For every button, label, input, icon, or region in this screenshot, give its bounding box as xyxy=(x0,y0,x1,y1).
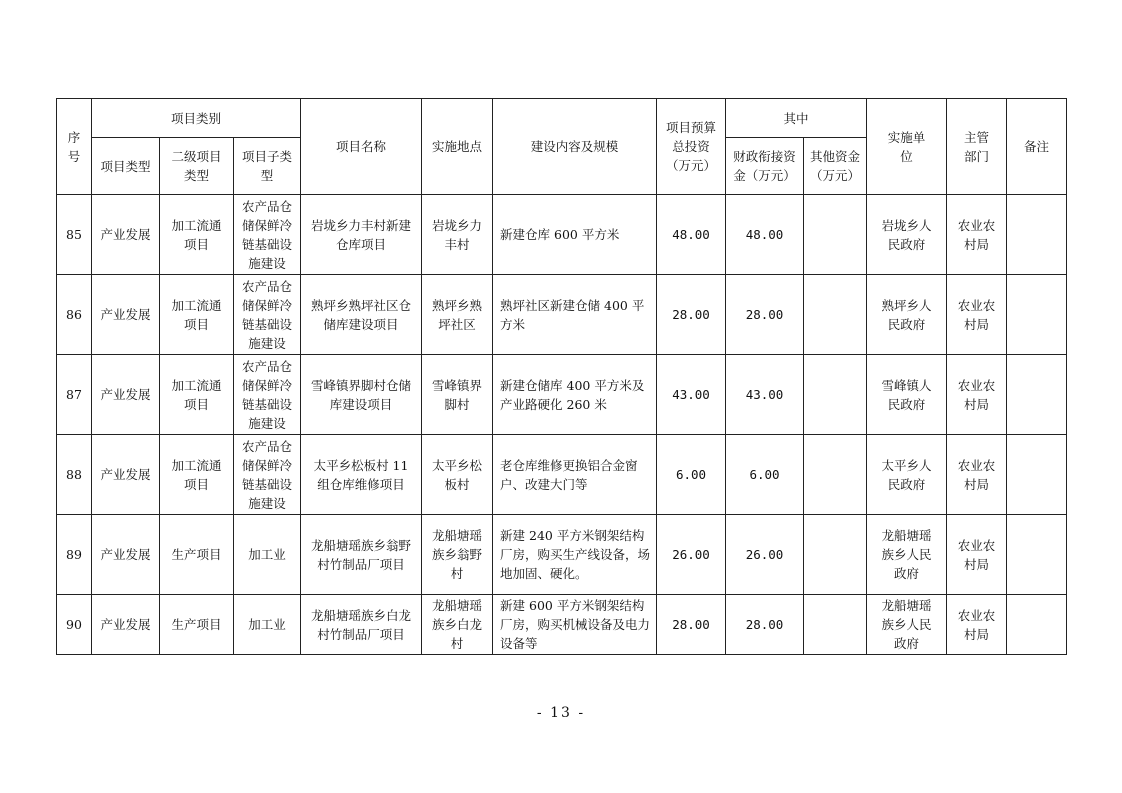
header-location: 实施地点 xyxy=(422,99,493,195)
cell-secondary: 加工流通项目 xyxy=(160,355,234,435)
table-row xyxy=(57,355,1067,435)
cell-budget: 26.00 xyxy=(657,515,726,595)
cell-dept: 农业农村局 xyxy=(947,195,1007,275)
cell-secondary: 加工流通项目 xyxy=(160,195,234,275)
cell-content: 新建仓库 600 平方米 xyxy=(493,195,657,275)
cell-fiscal: 48.00 xyxy=(726,195,804,275)
cell-unit: 熟坪乡人民政府 xyxy=(867,275,947,355)
cell-fiscal: 28.00 xyxy=(726,275,804,355)
cell-location: 龙船塘瑶族乡白龙村 xyxy=(422,595,493,655)
cell-budget: 43.00 xyxy=(657,355,726,435)
table-body xyxy=(57,195,1067,655)
cell-other xyxy=(804,275,867,355)
cell-budget: 28.00 xyxy=(657,595,726,655)
header-budget: 项目预算总投资（万元） xyxy=(657,99,726,195)
cell-budget: 48.00 xyxy=(657,195,726,275)
table-header xyxy=(57,99,1067,195)
cell-secondary: 加工流通项目 xyxy=(160,435,234,515)
header-category-group: 项目类别 xyxy=(92,99,301,138)
cell-unit: 龙船塘瑶族乡人民政府 xyxy=(867,595,947,655)
header-secondary-type: 二级项目类型 xyxy=(160,138,234,195)
cell-sub: 加工业 xyxy=(234,515,301,595)
project-table xyxy=(56,98,1067,655)
cell-name: 龙船塘瑶族乡白龙村竹制品厂项目 xyxy=(301,595,422,655)
cell-other xyxy=(804,515,867,595)
cell-sub: 加工业 xyxy=(234,595,301,655)
header-among: 其中 xyxy=(726,99,867,138)
cell-dept: 农业农村局 xyxy=(947,515,1007,595)
cell-content: 新建仓储库 400 平方米及产业路硬化 260 米 xyxy=(493,355,657,435)
cell-fiscal: 6.00 xyxy=(726,435,804,515)
cell-remark xyxy=(1007,595,1067,655)
cell-budget: 6.00 xyxy=(657,435,726,515)
table-row xyxy=(57,275,1067,355)
cell-location: 熟坪乡熟坪社区 xyxy=(422,275,493,355)
cell-type: 产业发展 xyxy=(92,355,160,435)
header-project-name: 项目名称 xyxy=(301,99,422,195)
cell-sub: 农产品仓储保鲜冷链基础设施建设 xyxy=(234,195,301,275)
cell-type: 产业发展 xyxy=(92,515,160,595)
cell-other xyxy=(804,195,867,275)
table-row xyxy=(57,515,1067,595)
header-sub-type: 项目子类型 xyxy=(234,138,301,195)
cell-sub: 农产品仓储保鲜冷链基础设施建设 xyxy=(234,275,301,355)
cell-location: 太平乡松板村 xyxy=(422,435,493,515)
table-row xyxy=(57,595,1067,655)
cell-fiscal: 43.00 xyxy=(726,355,804,435)
cell-seq: 86 xyxy=(57,275,92,355)
cell-dept: 农业农村局 xyxy=(947,275,1007,355)
cell-content: 新建 600 平方米钢架结构厂房，购买机械设备及电力设备等 xyxy=(493,595,657,655)
cell-fiscal: 28.00 xyxy=(726,595,804,655)
table-row xyxy=(57,435,1067,515)
cell-seq: 90 xyxy=(57,595,92,655)
cell-name: 熟坪乡熟坪社区仓储库建设项目 xyxy=(301,275,422,355)
header-remark: 备注 xyxy=(1007,99,1067,195)
cell-sub: 农产品仓储保鲜冷链基础设施建设 xyxy=(234,435,301,515)
cell-content: 老仓库维修更换铝合金窗户、改建大门等 xyxy=(493,435,657,515)
cell-remark xyxy=(1007,195,1067,275)
page-number: - 13 - xyxy=(536,705,586,721)
cell-type: 产业发展 xyxy=(92,435,160,515)
header-fiscal: 财政衔接资金（万元） xyxy=(726,138,804,195)
header-content: 建设内容及规模 xyxy=(493,99,657,195)
cell-unit: 雪峰镇人民政府 xyxy=(867,355,947,435)
cell-other xyxy=(804,435,867,515)
header-unit: 实施单位 xyxy=(867,99,947,195)
cell-content: 新建 240 平方米钢架结构厂房，购买生产线设备，场地加固、硬化。 xyxy=(493,515,657,595)
cell-sub: 农产品仓储保鲜冷链基础设施建设 xyxy=(234,355,301,435)
cell-remark xyxy=(1007,355,1067,435)
cell-location: 雪峰镇界脚村 xyxy=(422,355,493,435)
cell-content: 熟坪社区新建仓储 400 平方米 xyxy=(493,275,657,355)
table-row xyxy=(57,195,1067,275)
cell-other xyxy=(804,595,867,655)
cell-remark xyxy=(1007,435,1067,515)
cell-type: 产业发展 xyxy=(92,195,160,275)
cell-location: 龙船塘瑶族乡翁野村 xyxy=(422,515,493,595)
header-dept: 主管部门 xyxy=(947,99,1007,195)
cell-remark xyxy=(1007,275,1067,355)
cell-location: 岩垅乡力丰村 xyxy=(422,195,493,275)
header-other: 其他资金（万元） xyxy=(804,138,867,195)
cell-dept: 农业农村局 xyxy=(947,435,1007,515)
header-project-type: 项目类型 xyxy=(92,138,160,195)
cell-unit: 龙船塘瑶族乡人民政府 xyxy=(867,515,947,595)
cell-seq: 89 xyxy=(57,515,92,595)
cell-name: 龙船塘瑶族乡翁野村竹制品厂项目 xyxy=(301,515,422,595)
cell-name: 雪峰镇界脚村仓储库建设项目 xyxy=(301,355,422,435)
cell-type: 产业发展 xyxy=(92,595,160,655)
cell-secondary: 加工流通项目 xyxy=(160,275,234,355)
cell-secondary: 生产项目 xyxy=(160,595,234,655)
cell-name: 太平乡松板村 11 组仓库维修项目 xyxy=(301,435,422,515)
cell-secondary: 生产项目 xyxy=(160,515,234,595)
header-seq: 序号 xyxy=(57,99,92,195)
cell-seq: 85 xyxy=(57,195,92,275)
cell-name: 岩垅乡力丰村新建仓库项目 xyxy=(301,195,422,275)
cell-remark xyxy=(1007,515,1067,595)
cell-unit: 太平乡人民政府 xyxy=(867,435,947,515)
cell-seq: 87 xyxy=(57,355,92,435)
cell-unit: 岩垅乡人民政府 xyxy=(867,195,947,275)
cell-type: 产业发展 xyxy=(92,275,160,355)
cell-other xyxy=(804,355,867,435)
cell-fiscal: 26.00 xyxy=(726,515,804,595)
cell-seq: 88 xyxy=(57,435,92,515)
cell-budget: 28.00 xyxy=(657,275,726,355)
cell-dept: 农业农村局 xyxy=(947,595,1007,655)
cell-dept: 农业农村局 xyxy=(947,355,1007,435)
